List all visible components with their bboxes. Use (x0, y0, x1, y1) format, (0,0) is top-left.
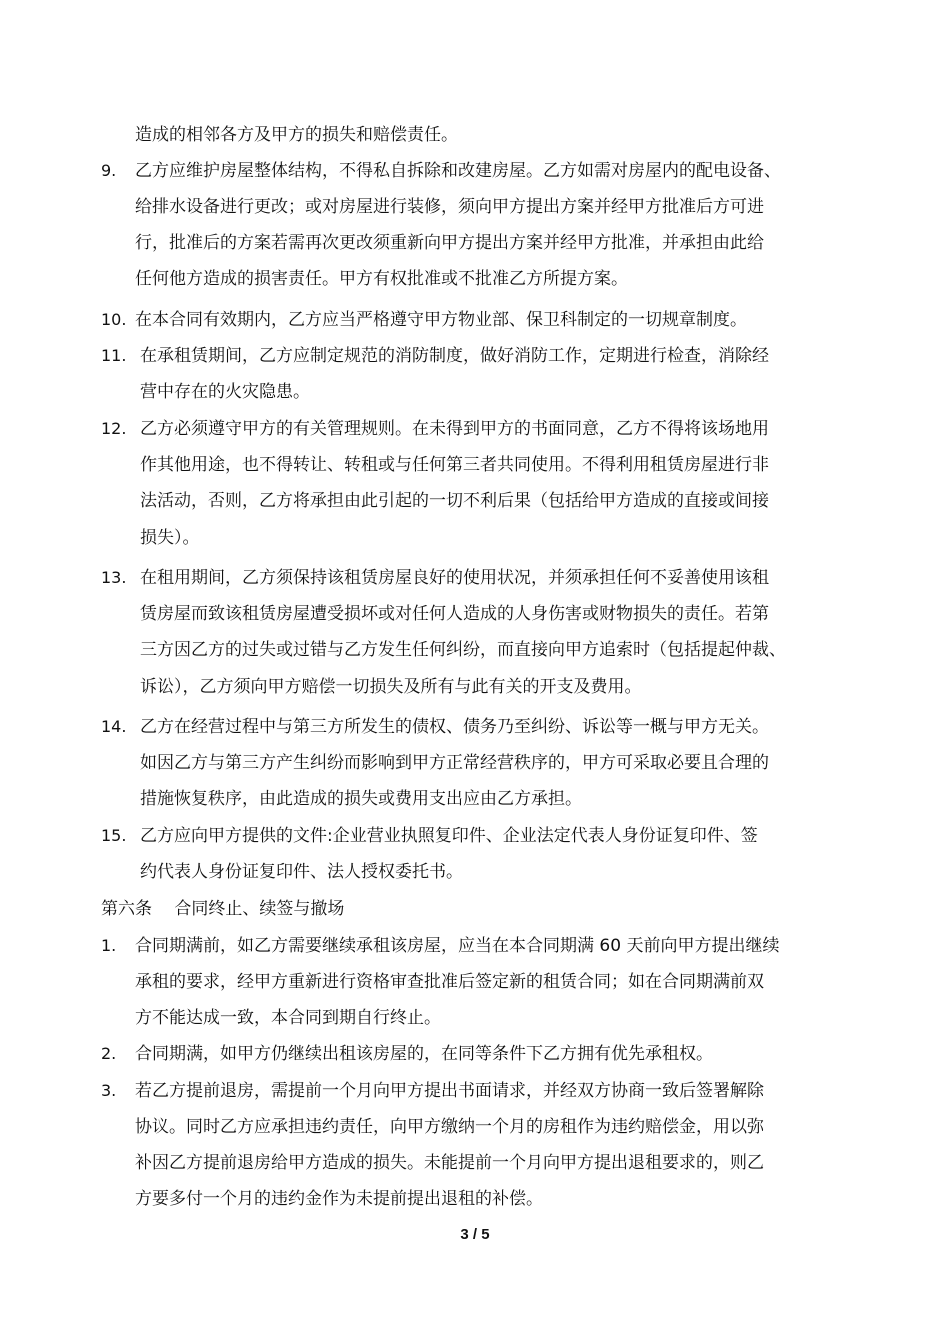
text-line: 造成的相邻各方及甲方的损失和赔偿责任。 (135, 125, 458, 145)
text-line: 方不能达成一致，本合同到期自行终止。 (135, 1008, 441, 1028)
text-line: 行，批准后的方案若需再次更改须重新向甲方提出方案并经甲方批准，并承担由此给 (135, 233, 764, 253)
page-indicator: 3 / 5 (460, 1226, 490, 1243)
text-line: 作其他用途，也不得转让、转租或与任何第三者共同使用。不得利用租赁房屋进行非 (140, 455, 769, 475)
list-number: 2. (101, 1044, 117, 1063)
text-line: 损失）。 (140, 528, 200, 548)
text-line: 在本合同有效期内，乙方应当严格遵守甲方物业部、保卫科制定的一切规章制度。 (135, 310, 747, 330)
text-line: 赁房屋而致该租赁房屋遭受损坏或对任何人造成的人身伤害或财物损失的责任。若第 (140, 604, 769, 624)
list-number: 12. (101, 419, 127, 438)
section-heading: 第六条 合同终止、续签与撤场 (101, 899, 345, 919)
list-number: 1. (101, 936, 117, 955)
text-line: 营中存在的火灾隐患。 (140, 382, 310, 402)
text-line: 措施恢复秩序，由此造成的损失或费用支出应由乙方承担。 (140, 789, 582, 809)
list-number: 3. (101, 1081, 117, 1100)
text-line: 任何他方造成的损害责任。甲方有权批准或不批准乙方所提方案。 (135, 269, 628, 289)
text-line: 乙方必须遵守甲方的有关管理规则。在未得到甲方的书面同意，乙方不得将该场地用 (140, 419, 769, 439)
text-line: 在租用期间，乙方须保持该租赁房屋良好的使用状况，并须承担任何不妥善使用该租 (140, 568, 769, 588)
text-line: 约代表人身份证复印件、法人授权委托书。 (140, 862, 463, 882)
text-line: 承租的要求，经甲方重新进行资格审查批准后签定新的租赁合同；如在合同期满前双 (135, 972, 764, 992)
text-line: 协议。同时乙方应承担违约责任，向甲方缴纳一个月的房租作为违约赔偿金，用以弥 (135, 1117, 764, 1137)
list-number: 10. (101, 310, 127, 329)
text-line: 若乙方提前退房，需提前一个月向甲方提出书面请求，并经双方协商一致后签署解除 (135, 1081, 764, 1101)
list-number: 13. (101, 568, 127, 587)
text-line: 给排水设备进行更改；或对房屋进行装修，须向甲方提出方案并经甲方批准后方可进 (135, 197, 764, 217)
text-line: 如因乙方与第三方产生纠纷而影响到甲方正常经营秩序的，甲方可采取必要且合理的 (140, 753, 769, 773)
text-line: 方要多付一个月的违约金作为未提前提出退租的补偿。 (135, 1189, 543, 1209)
text-line: 合同期满前，如乙方需要继续承租该房屋，应当在本合同期满 60 天前向甲方提出继续 (135, 936, 780, 956)
list-number: 9. (101, 161, 117, 180)
text-line: 法活动，否则，乙方将承担由此引起的一切不利后果（包括给甲方造成的直接或间接 (140, 491, 769, 511)
list-number: 11. (101, 346, 127, 365)
text-line: 乙方应维护房屋整体结构，不得私自拆除和改建房屋。乙方如需对房屋内的配电设备、 (135, 161, 781, 181)
text-line: 三方因乙方的过失或过错与乙方发生任何纠纷，而直接向甲方追索时（包括提起仲裁、 (140, 640, 786, 660)
list-number: 14. (101, 717, 127, 736)
text-line: 诉讼），乙方须向甲方赔偿一切损失及所有与此有关的开支及费用。 (140, 677, 642, 697)
text-line: 乙方应向甲方提供的文件:企业营业执照复印件、企业法定代表人身份证复印件、签 (140, 826, 758, 846)
text-line: 在承租赁期间，乙方应制定规范的消防制度，做好消防工作，定期进行检查，消除经 (140, 346, 769, 366)
text-line: 乙方在经营过程中与第三方所发生的债权、债务乃至纠纷、诉讼等一概与甲方无关。 (140, 717, 769, 737)
text-line: 合同期满，如甲方仍继续出租该房屋的，在同等条件下乙方拥有优先承租权。 (135, 1044, 713, 1064)
text-line: 补因乙方提前退房给甲方造成的损失。未能提前一个月向甲方提出退租要求的，则乙 (135, 1153, 764, 1173)
list-number: 15. (101, 826, 127, 845)
